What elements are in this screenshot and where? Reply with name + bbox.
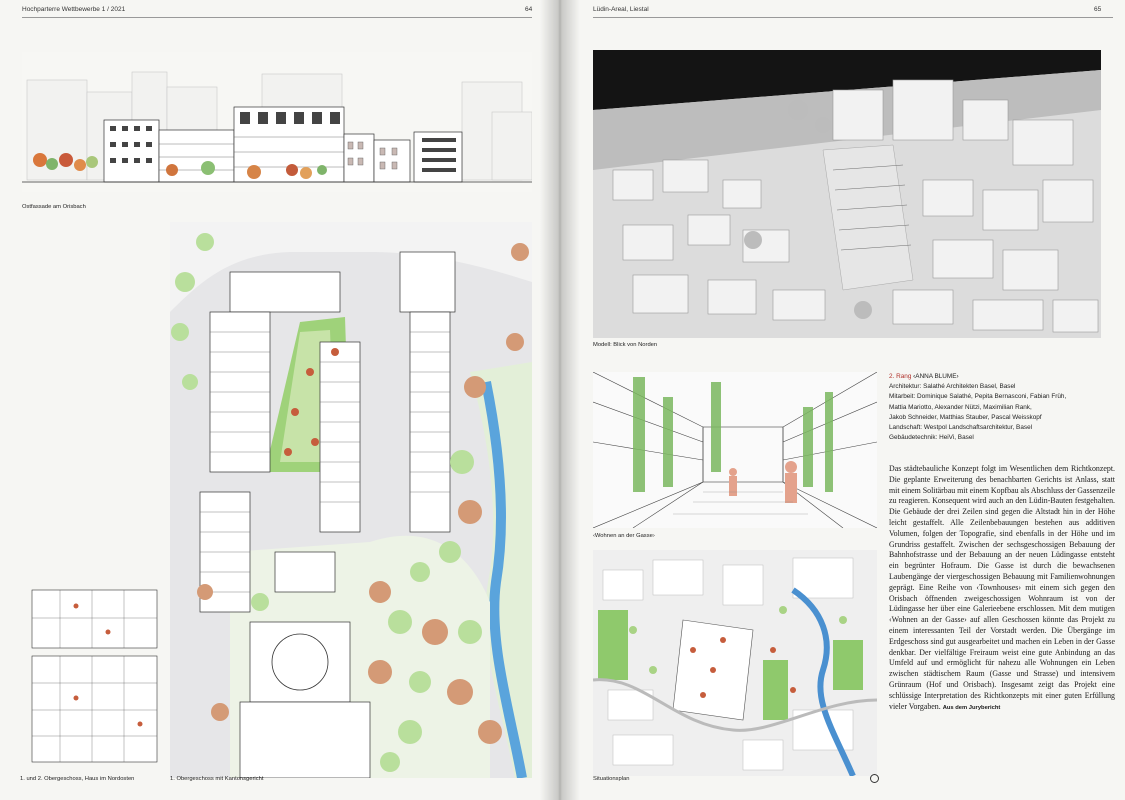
left-page	[0, 0, 560, 800]
east-facade-drawing	[22, 52, 532, 192]
running-header: Hochparterre Wettbewerbe 1 / 2021	[22, 6, 126, 13]
header-rule	[22, 17, 532, 18]
lane-perspective	[593, 372, 877, 528]
source-label: Aus dem Jurybericht	[942, 704, 1001, 711]
credits-engineering: Gebäudetechnik: HeiVi, Basel	[889, 434, 974, 442]
credits-team-3: Jakob Schneider, Matthias Stauber, Pascal Weisskopf	[889, 413, 1042, 421]
caption-model: Modell: Blick von Norden	[593, 342, 658, 348]
header-rule	[593, 17, 1113, 18]
site-plan	[593, 550, 877, 776]
running-header: Lüdin-Areal, Liestal	[593, 6, 649, 13]
caption-facade: Ostfassade am Orisbach	[22, 204, 86, 210]
credits-architect: Architektur: Salathé Architekten Basel, Basel	[889, 383, 1016, 391]
page-number: 64	[525, 6, 533, 13]
project-name: ‹ANNA BLUME›	[913, 373, 959, 380]
credits-landscape: Landschaft: Westpol Landschaftsarchitektur, Basel	[889, 424, 1033, 432]
caption-floor-ne: 1. und 2. Obergeschoss, Haus im Nordosten	[20, 776, 135, 782]
right-page	[560, 0, 1125, 800]
credits-team-2: Mattia Mariotto, Alexander Nützi, Maximilian Rank,	[889, 403, 1032, 411]
model-photo	[593, 50, 1101, 338]
jury-report-text	[889, 464, 1115, 713]
rank-label: 2. Rang	[889, 373, 912, 380]
caption-lane: ‹Wohnen an der Gasse›	[593, 533, 655, 539]
north-arrow-icon	[870, 774, 879, 783]
body-paragraph: Das städtebauliche Konzept folgt im Wesentlichen dem Richtkonzept. Die geplante Erweiterung des benachbarten Gerichts ist Anlass, statt mit einem Solitärbau mit einem Kopfbau als Abschluss der Gassenzeile zu reagieren. Konsequent wird auch an den Lüdin-Bauten festgehalten. Die Gebäude der drei Zeilen sind gegen die Altstadt hin in der Höhe leicht gestaffelt. Alle Zeilenbebauungen bestehen aus additiven Volumen, folgen der Topografie, sind ebenfalls in der Höhe und im Grundriss gestaffelt. Zwischen der sechsgeschossigen Bebauung der Bahnhofstrasse und der Bebauung an der neuen Lüdingasse entsteht ein begrünter Hofraum. Die Gasse ist durch die bewachsenen Laubengänge der viergeschossigen Bebauung mit Familienwohnungen geprägt. Eine Reihe von ‹Townhouses› mit einem sich gegen den Orisbach öffnenden zweigeschossigen Wohnraum ist von der Lüdingasse her über eine Galerieebene erschlossen. Mit dem mutigen ‹Wohnen an der Gasse› auf allen Geschossen könnte das Projekt zu einem interessanten Teil der Vorstadt werden. Die Übergänge im Erdgeschoss sind gut ausgearbeitet und machen ein Leben in der Gasse denkbar. Der vielfältige Freiraum weist eine gute Anbindung an das Umfeld auf und ermöglicht für nahezu alle Wohnungen ein Leben zwischen städtischem Raum (Gasse und Strasse) und intensivem Grünraum (Hof und Orisbach). Insgesamt zeigt das Projekt eine schlüssige Interpretation des Richtkonzepts mit einer guten Erfüllung vieler Vorgaben.	[889, 464, 1115, 711]
credits-title	[889, 372, 1114, 382]
caption-floor-main: 1. Obergeschoss mit Kantonsgericht	[170, 776, 264, 782]
floor-plan-main	[170, 222, 532, 778]
caption-site: Situationsplan	[593, 776, 630, 782]
floor-plan-ne-house	[20, 588, 160, 766]
credits-team-1: Mitarbeit: Dominique Salathé, Pepita Bernasconi, Fabian Früh,	[889, 393, 1067, 401]
project-credits	[889, 372, 1114, 443]
page-number: 65	[1094, 6, 1102, 13]
